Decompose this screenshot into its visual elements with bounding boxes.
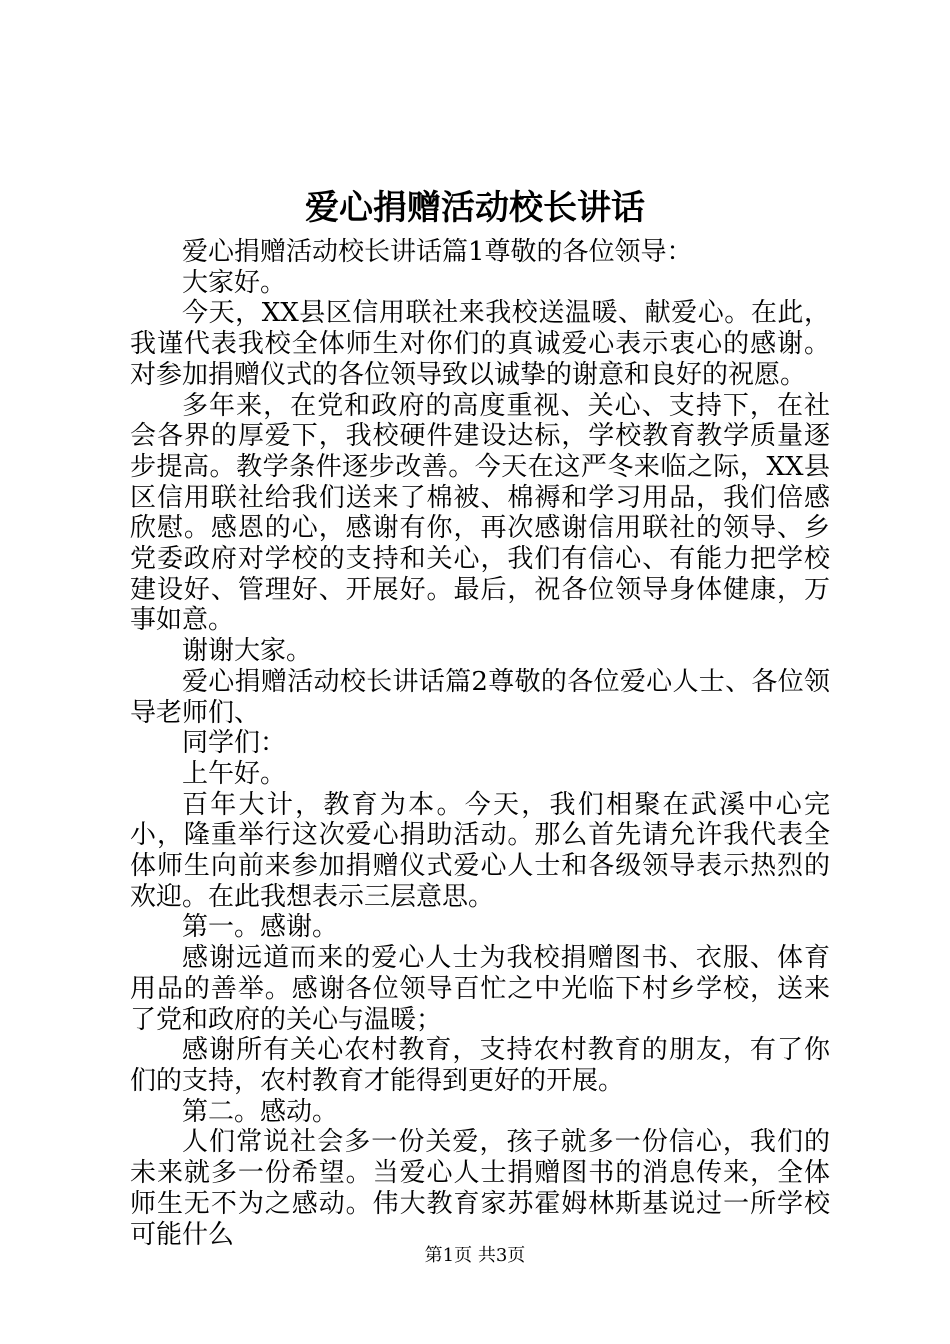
- document-title: 爱心捐赠活动校长讲话: [305, 188, 645, 228]
- paragraph: 爱心捐赠活动校长讲话篇1尊敬的各位领导：: [182, 237, 693, 267]
- paragraph: 感谢远道而来的爱心人士为我校捐赠图书、衣服、体育用品的善举。感谢各位领导百忙之中光临下村乡学校，送来了党和政府的关心与温暖；: [130, 943, 830, 1035]
- paragraph: 感谢所有关心农村教育，支持农村教育的朋友，有了你们的支持，农村教育才能得到更好的开展。: [130, 1035, 830, 1096]
- document-body: [130, 237, 830, 1250]
- paragraph: 大家好。: [182, 267, 287, 298]
- paragraph: 同学们：: [182, 728, 287, 759]
- paragraph: 今天，XX县区信用联社来我校送温暖、献爱心。在此，我谨代表我校全体师生对你们的真诚爱心表示衷心的感谢。对参加捐赠仪式的各位领导致以诚挚的谢意和良好的祝愿。: [130, 298, 830, 390]
- paragraph: 第一。感谢。: [182, 912, 339, 943]
- paragraph: 多年来，在党和政府的高度重视、关心、支持下，在社会各界的厚爱下，我校硬件建设达标，学校教育教学质量逐步提高。教学条件逐步改善。今天在这严冬来临之际，XX县区信用联社给我们送来了棉被、棉褥和学习用品，我们倍感欣慰。感恩的心，感谢有你，再次感谢信用联社的领导、乡党委政府对学校的支持和关心，我们有信心、有能力把学校建设好、管理好、开展好。最后，祝各位领导身体健康，万事如意。: [130, 390, 830, 636]
- paragraph: 人们常说社会多一份关爱，孩子就多一份信心，我们的未来就多一份希望。当爱心人士捐赠图书的消息传来，全体师生无不为之感动。伟大教育家苏霍姆林斯基说过一所学校可能什么: [130, 1127, 830, 1250]
- paragraph: 上午好。: [182, 758, 287, 789]
- paragraph: 第二。感动。: [182, 1096, 339, 1127]
- paragraph: 百年大计，教育为本。今天，我们相聚在武溪中心完小，隆重举行这次爱心捐助活动。那么首先请允许我代表全体师生向前来参加捐赠仪式爱心人士和各级领导表示热烈的欢迎。在此我想表示三层意思。: [130, 789, 830, 912]
- paragraph: 谢谢大家。: [182, 636, 313, 667]
- paragraph: 爱心捐赠活动校长讲话篇2尊敬的各位爱心人士、各位领导老师们、: [130, 666, 830, 728]
- page-footer: 第1页 共3页: [424, 1245, 526, 1266]
